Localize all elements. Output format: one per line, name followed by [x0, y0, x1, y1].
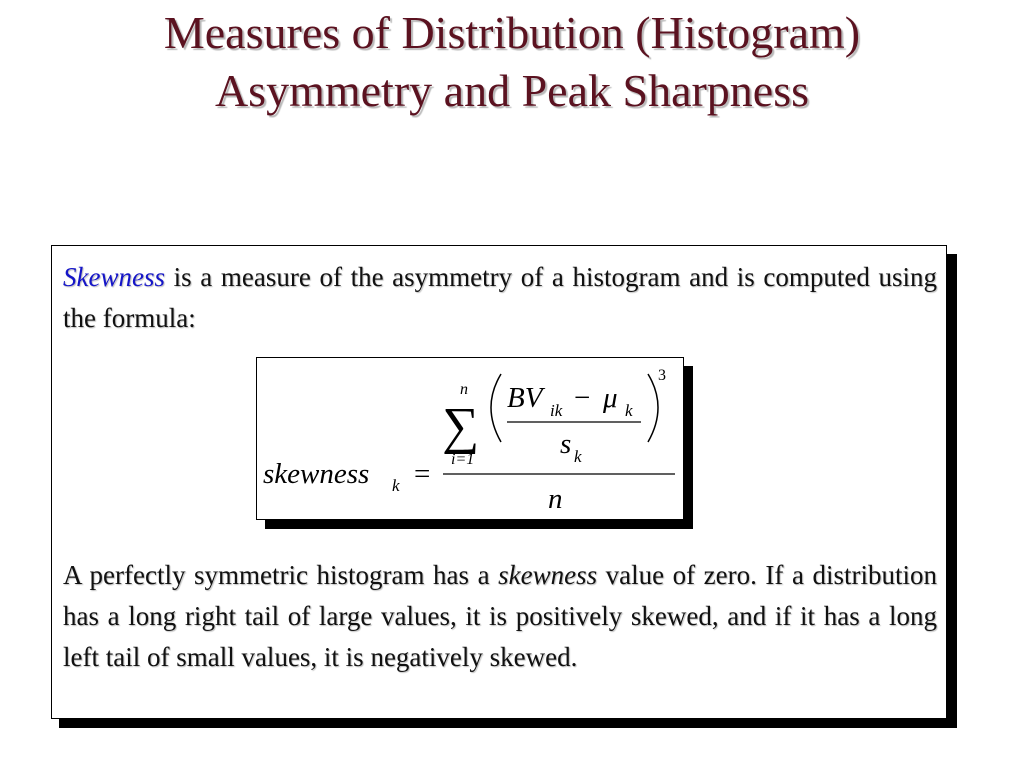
explanation-text-1: A perfectly symmetric histogram has a — [63, 560, 499, 590]
left-paren — [491, 374, 501, 442]
right-paren — [648, 374, 658, 442]
skewness-explanation — [63, 555, 937, 678]
title-line-1: Measures of Distribution (Histogram) — [163, 7, 861, 58]
definition-text: is a measure of the asymmetry of a histogram and is computed using the formula: — [63, 262, 937, 333]
formula-equals: = — [414, 458, 431, 490]
formula-divisor: n — [548, 483, 563, 515]
sum-symbol: ∑ — [442, 398, 480, 455]
numerator-minus: − — [574, 382, 591, 414]
slide-title — [0, 4, 1024, 120]
skewness-formula — [257, 358, 685, 521]
sum-upper-limit: n — [460, 381, 468, 398]
numerator-term: BV — [507, 382, 543, 414]
numerator-term-subscript: ik — [550, 401, 563, 420]
explanation-text-2: value of zero. If a distribution has a long right tail of large values, it is positively skewed, and if it has a long left tail of small values, it is negatively skewed. — [63, 560, 937, 672]
numerator-mean: μ — [603, 382, 618, 414]
formula-exponent: 3 — [658, 367, 666, 384]
formula-box — [256, 357, 684, 520]
skewness-definition — [63, 257, 937, 339]
title-line-2: Asymmetry and Peak Sharpness — [214, 65, 810, 116]
sum-lower-limit: i=1 — [451, 451, 475, 468]
formula-lhs-subscript: k — [392, 476, 400, 495]
denominator-sd-subscript: k — [574, 447, 582, 466]
numerator-mean-subscript: k — [625, 401, 633, 420]
skewness-term-inline: skewness — [498, 560, 598, 590]
denominator-sd: s — [560, 428, 572, 460]
formula-lhs: skewness — [263, 458, 370, 490]
skewness-term: Skewness — [63, 262, 165, 292]
